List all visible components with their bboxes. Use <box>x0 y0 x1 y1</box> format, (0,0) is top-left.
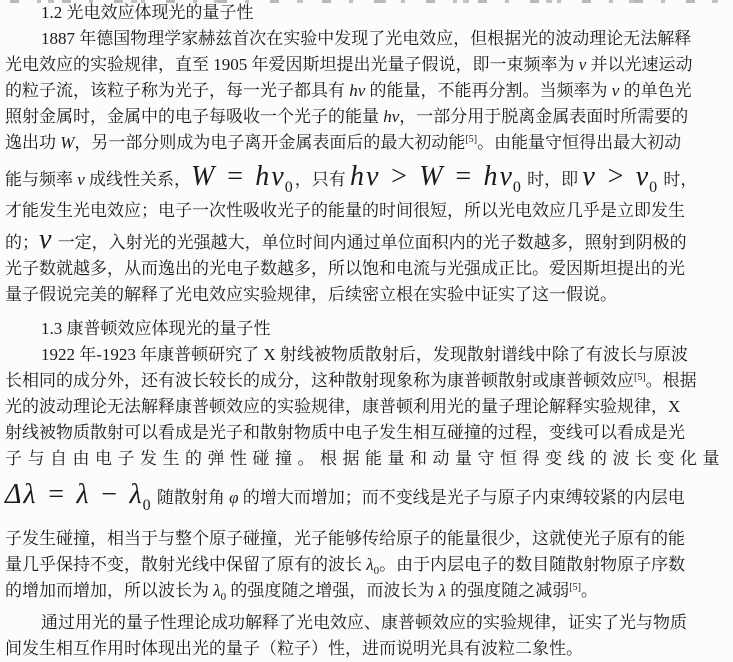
text-run: 的增大而增加；而不变线是光子与原子内束缚较紧的内层电 <box>238 488 685 507</box>
math-formula-large: v > v <box>582 161 651 192</box>
text-run: 一定，入射光的光强越大，单位时间内通过单位面积内的光子数越多，照射到阴极的 <box>53 233 687 252</box>
text-line <box>5 552 727 578</box>
text-run: 光子数就越多，从而逸出的光电子数越多，所以饱和电流与光强成正比。爱因斯坦提出的光 <box>5 259 685 278</box>
text-run: 量子假说完美的解释了光电效应实验规律，后续密立根在实验中证实了这一假说。 <box>5 285 617 304</box>
math-subscript-inline: 0 <box>373 565 380 577</box>
text-run: 的能量，不能再分割。当频率为 <box>365 81 612 100</box>
text-line <box>5 130 727 156</box>
text-run: ，只有 <box>294 170 350 189</box>
text-run: 才能发生光电效应；电子一次性吸收光子的能量的时间很短，所以光电效应几乎是立即发生 <box>5 201 685 220</box>
text-run: 。由能量守恒得出最大初动 <box>477 133 682 152</box>
text-line <box>5 78 727 104</box>
text-run: 子与自由电子发生的弹性碰撞。根据能量和动量守恒得变线的波长变化量 <box>5 449 725 468</box>
text-run: 。根据 <box>645 371 697 390</box>
text-run: 时， <box>659 170 698 189</box>
text-run: 量几乎保持不变，散射光线中保留了原有的波长 <box>5 555 367 574</box>
text-line <box>5 256 727 282</box>
text-line <box>5 636 727 662</box>
math-var-inline: v <box>77 170 85 189</box>
text-run: 的单色光 <box>619 81 692 100</box>
text-run: ，一部分用于脱离金属表面时所需要的 <box>399 107 689 126</box>
text-run: 随散射角 <box>152 488 230 507</box>
text-run: 射线被物质散射可以看成是光子和散射物质中电子发生相互碰撞的过程，变线可以看成是光 <box>5 423 685 442</box>
text-line <box>5 52 727 78</box>
text-line <box>5 198 727 224</box>
text-run: 逸出功 <box>5 133 61 152</box>
text-run: 1.2 光电效应体现光的量子性 <box>41 3 254 22</box>
text-run: 间发生相互作用时体现出光的量子（粒子）性，进而说明光具有波粒二象性。 <box>5 639 583 658</box>
text-run: 照射金属时，金属中的电子每吸收一个光子的能量 <box>5 107 384 126</box>
text-line <box>5 446 727 472</box>
text-line <box>5 420 727 446</box>
text-run: 的强度随之减弱 <box>446 581 570 600</box>
math-var-inline: hv <box>349 81 366 100</box>
math-var-inline: λ <box>366 555 374 574</box>
text-run: 。由于内层电子的数目随散射物原子序数 <box>379 555 686 574</box>
text-run: 长相同的成分外，还有波长较长的成分，这种散射现象称为康普顿散射或康普顿效应 <box>5 371 634 390</box>
text-line <box>5 578 727 604</box>
text-line <box>5 472 727 526</box>
text-run: 的强度随之增强，而波长为 <box>226 581 439 600</box>
text-run: 并以光速运动 <box>586 55 693 74</box>
text-run: 。 <box>580 581 598 600</box>
text-line <box>5 156 727 198</box>
math-subscript-large: 0 <box>512 179 521 196</box>
text-run: 1.3 康普顿效应体现光的量子性 <box>41 319 271 338</box>
math-subscript-large: 0 <box>142 497 151 514</box>
text-line <box>5 282 727 308</box>
section-heading <box>5 316 727 342</box>
text-line <box>5 224 727 256</box>
citation-superscript: [5] <box>465 134 478 145</box>
text-line <box>5 104 727 130</box>
text-run: 1887 年德国物理学家赫兹首次在实验中发现了光电效应，但根据光的波动理论无法解释 <box>41 29 692 48</box>
math-var-inline: λ <box>438 581 446 600</box>
math-var-inline: λ <box>213 581 221 600</box>
citation-superscript: [5] <box>634 372 646 383</box>
text-line <box>5 526 727 552</box>
text-run: 成线性关系， <box>84 170 192 189</box>
text-run: 能与频率 <box>5 170 78 189</box>
math-formula-large: W = hv <box>191 161 286 192</box>
math-var-inline: v <box>611 81 620 100</box>
math-var-inline: W <box>60 133 75 152</box>
text-line <box>5 26 727 52</box>
text-run: ，另一部分则成为电子离开金属表面后的最大初动能 <box>74 133 466 152</box>
text-run: 光的波动理论无法解释康普顿效应的实验规律，康普顿利用光的量子理论解释实验规律，X <box>5 397 681 416</box>
math-formula-large: v <box>39 224 54 255</box>
document-body <box>5 0 727 662</box>
text-run: 1922 年-1923 年康普顿研究了 X 射线被物质散射后，发现散射谱线中除了有波长与原波 <box>41 345 688 364</box>
section-heading <box>5 0 727 26</box>
text-run: 的增加而增加，所以波长为 <box>5 581 214 600</box>
math-formula-large: hv > W = hv <box>349 161 514 192</box>
text-run: 子发生碰撞，相当于与整个原子碰撞，光子能够传给原子的能量很少，这就使光子原有的能 <box>5 529 685 548</box>
previous-line-fragment <box>10 0 727 3</box>
text-run: 时，即 <box>522 170 583 189</box>
math-subscript-inline: 0 <box>220 591 227 603</box>
math-var-inline: hv <box>383 107 400 126</box>
text-run: 光电效应的实验规律，直至 1905 年爱因斯坦提出光量子假说，即一束频率为 <box>5 55 579 74</box>
text-line <box>5 368 727 394</box>
text-line <box>5 394 727 420</box>
math-var-inline: v <box>578 55 587 74</box>
math-var-inline: φ <box>229 488 239 507</box>
text-run: 的； <box>5 233 39 252</box>
text-run: 通过用光的量子性理论成功解释了光电效应、康普顿效应的实验规律，证实了光与物质 <box>41 613 687 632</box>
text-line <box>5 342 727 368</box>
math-subscript-large: 0 <box>649 179 658 196</box>
text-line <box>5 610 727 636</box>
text-run: 的粒子流，该粒子称为光子，每一光子都具有 <box>5 81 350 100</box>
math-formula-large: Δλ = λ − λ <box>5 479 144 510</box>
math-subscript-large: 0 <box>284 179 293 196</box>
citation-superscript: [5] <box>569 582 581 593</box>
